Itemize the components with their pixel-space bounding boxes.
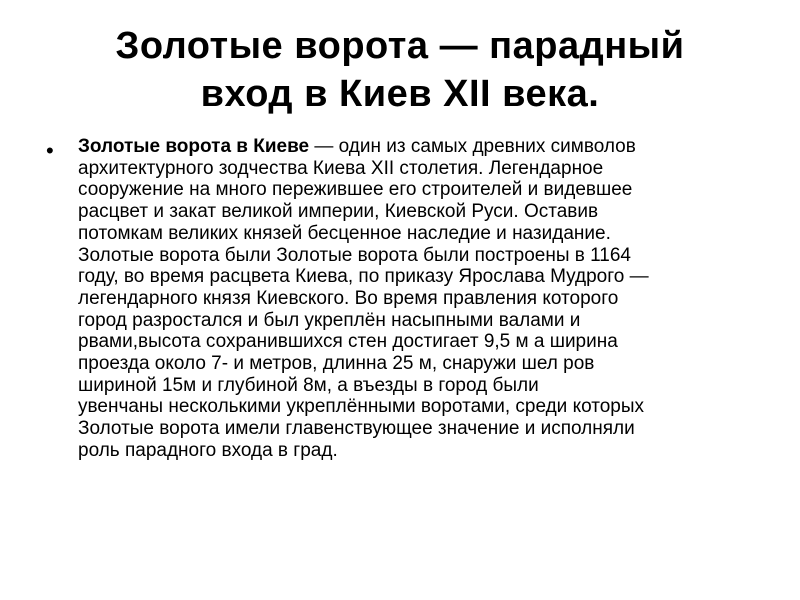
bullet-item — [40, 136, 770, 462]
bullet-body: — один из самых древних символов архитектурного зодчества Киева XII столетия. Легендарное сооружение на много пережившее его строителей и видевшее расцвет и закат великой империи, Киевской Руси. Оставив потомкам великих князей бесценное наследие и назидание. Золотые ворота были Золотые ворота были построены в 1164 году, во время расцвета Киева, по приказу Ярослава Мудрого — легендарного князя Киевского. Во время правления которого город разростался и был укреплён насыпными валами и рвами,высота сохранившихся стен достигает 9,5 м а ширина проезда около 7- и метров, длинна 25 м, снаружи шел ров шириной 15м и глубиной 8м, а въезды в город были увенчаны несколькими укреплёнными воротами, среди которых Золотые ворота имели главенствующее значение и исполняли роль парадного входа в град. — [78, 136, 649, 461]
bullet-bold-lead: Золотые ворота в Киеве — [78, 136, 310, 157]
slide-title-text: Золотые ворота — парадный вход в Киев XII века. — [115, 25, 685, 115]
bullet-icon: • — [46, 138, 54, 163]
bullet-text — [78, 136, 770, 462]
slide-title — [40, 22, 760, 118]
slide-content — [40, 136, 770, 462]
